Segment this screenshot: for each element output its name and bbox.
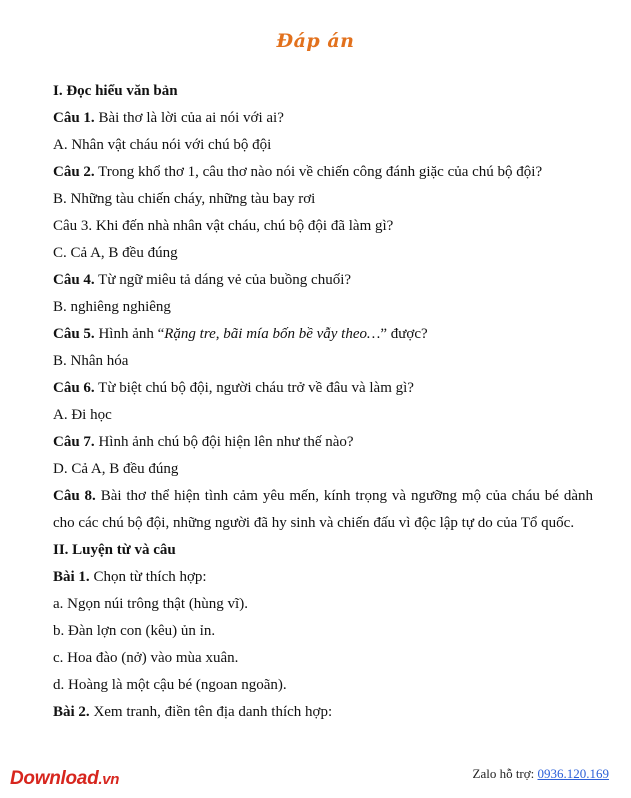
exercise-1-item-c: c. Hoa đào (nở) vào mùa xuân.: [53, 650, 239, 666]
answer-7: D. Cả A, B đều đúng: [53, 461, 179, 477]
question-text: Từ ngữ miêu tả dáng vẻ của buồng chuối?: [94, 272, 352, 288]
exercise-text: Xem tranh, điền tên địa danh thích hợp:: [89, 704, 333, 720]
question-4: [53, 267, 593, 294]
support-phone-link[interactable]: 0936.120.169: [537, 766, 609, 781]
question-text: Trong khổ thơ 1, câu thơ nào nói về chiến công đánh giặc của chú bộ đội?: [94, 164, 543, 180]
question-text: Bài thơ là lời của ai nói với ai?: [94, 110, 284, 126]
question-2: [53, 159, 593, 186]
question-8: [53, 483, 593, 537]
answer-6: A. Đi học: [53, 407, 112, 423]
answer-5: B. Nhân hóa: [53, 353, 129, 369]
exercise-label: Bài 1.: [53, 569, 90, 585]
exercise-1-item-d: d. Hoàng là một cậu bé (ngoan ngoãn).: [53, 677, 287, 693]
question-7: [53, 429, 593, 456]
logo-main-text: Download: [10, 768, 99, 789]
question-text: Hình ảnh chú bộ đội hiện lên như thế nào?: [94, 434, 354, 450]
question-label: Câu 6.: [53, 380, 95, 396]
section-heading-vocabulary: II. Luyện từ và câu: [53, 542, 176, 558]
exercise-label: Bài 2.: [53, 704, 90, 720]
question-label: Câu 1.: [53, 110, 95, 126]
question-text-end: ” được?: [380, 326, 428, 342]
question-label: Câu 4.: [53, 272, 95, 288]
answer-3: C. Cả A, B đều đúng: [53, 245, 178, 261]
logo-suffix-text: .vn: [98, 771, 120, 788]
answer-2: B. Những tàu chiến cháy, những tàu bay rơi: [53, 191, 316, 207]
question-label: Câu 5.: [53, 326, 95, 342]
question-text: Từ biệt chú bộ đội, người cháu trở về đâu và làm gì?: [94, 380, 414, 396]
quoted-verse: Rặng tre, bãi mía bốn bề vẫy theo…: [164, 326, 381, 342]
question-text: Bài thơ thể hiện tình cảm yêu mến, kính trọng và ngưỡng mộ của cháu bé dành cho các chú bộ đội, những người đã hy sinh và chiến đấu vì độc lập tự do của Tổ quốc.: [53, 488, 593, 531]
exercise-2: [53, 699, 593, 726]
answer-1: A. Nhân vật cháu nói với chú bộ đội: [53, 137, 272, 153]
exercise-1: [53, 564, 593, 591]
support-label: Zalo hỗ trợ:: [472, 766, 538, 781]
question-1: [53, 105, 593, 132]
exercise-1-item-b: b. Đàn lợn con (kêu) ủn ỉn.: [53, 623, 216, 639]
question-label: Câu 2.: [53, 164, 95, 180]
download-vn-logo[interactable]: [10, 768, 119, 790]
question-3: Câu 3. Khi đến nhà nhân vật cháu, chú bộ đội đã làm gì?: [53, 218, 394, 234]
question-5: [53, 321, 593, 348]
answer-content: [53, 78, 593, 726]
section-heading-reading: I. Đọc hiểu văn bản: [53, 83, 178, 99]
answer-4: B. nghiêng nghiêng: [53, 299, 171, 315]
question-label: Câu 8.: [53, 488, 96, 504]
question-label: Câu 7.: [53, 434, 95, 450]
page-title: Đáp án: [276, 30, 355, 52]
exercise-text: Chọn từ thích hợp:: [89, 569, 207, 585]
question-6: [53, 375, 593, 402]
support-contact: [473, 766, 610, 782]
exercise-1-item-a: a. Ngọn núi trông thật (hùng vĩ).: [53, 596, 248, 612]
question-text: Hình ảnh “: [94, 326, 165, 342]
